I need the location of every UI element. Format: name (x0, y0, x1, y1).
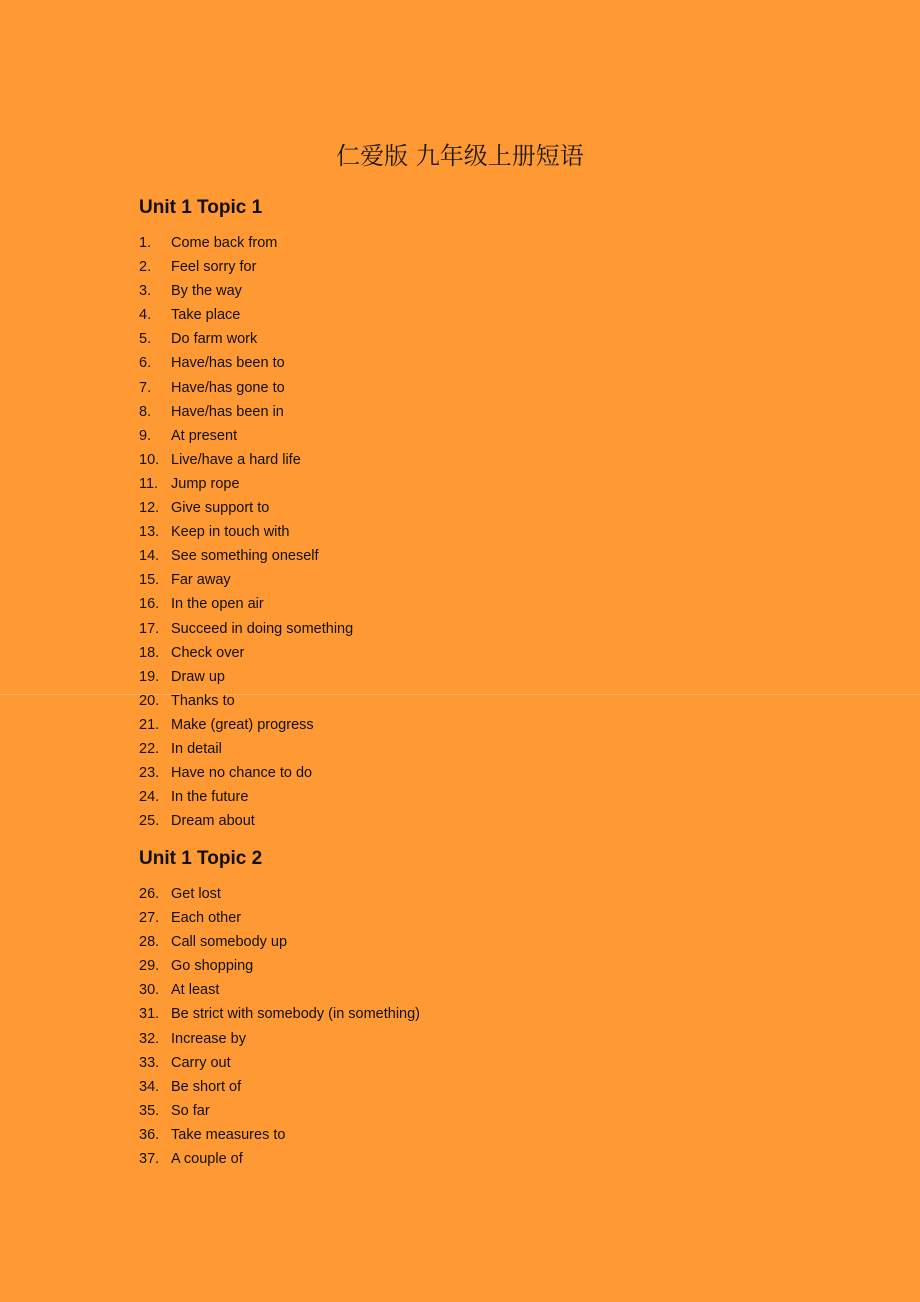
item-number: 2. (139, 259, 152, 276)
phrase-text: Succeed in doing something (171, 620, 354, 637)
item-number: 22. (139, 740, 160, 757)
item-number: 36. (139, 1126, 160, 1143)
list-item (139, 1027, 420, 1051)
item-number: 30. (139, 982, 160, 999)
item-number: 25. (139, 813, 160, 830)
list-item (139, 665, 353, 689)
document-title: 仁爱版 九年级上册短语 (336, 142, 584, 170)
section-heading: Unit 1 Topic 1 (139, 197, 263, 218)
item-number: 23. (139, 765, 160, 782)
item-number: 35. (139, 1102, 160, 1119)
list-item (139, 424, 353, 448)
item-number: 19. (139, 668, 160, 685)
list-item (139, 520, 353, 544)
phrase-text: Go shopping (171, 958, 254, 975)
page-divider (0, 694, 920, 695)
phrase-text: Carry out (171, 1054, 231, 1071)
list-item (139, 544, 353, 568)
phrase-text: In the future (171, 789, 249, 806)
phrase-text: Get lost (171, 886, 221, 902)
item-number: 24. (139, 789, 160, 806)
phrase-text: Keep in touch with (171, 524, 290, 541)
phrase-text: See something oneself (171, 548, 319, 565)
item-number: 26. (139, 886, 160, 902)
list-item (139, 351, 353, 375)
item-number: 16. (139, 596, 160, 613)
item-number: 12. (139, 500, 160, 517)
list-item (139, 255, 353, 279)
item-number: 9. (139, 427, 152, 444)
list-item (139, 1002, 420, 1026)
phrase-text: Take place (171, 307, 241, 324)
item-number: 5. (139, 331, 152, 348)
phrase-text: By the way (171, 283, 242, 300)
phrase-text: So far (171, 1102, 210, 1119)
item-number: 11. (139, 475, 159, 492)
item-number: 6. (139, 355, 152, 372)
item-number: 28. (139, 934, 160, 951)
item-number: 7. (139, 379, 152, 396)
item-number: 3. (139, 283, 152, 300)
item-number: 27. (139, 910, 160, 927)
phrase-text: At least (171, 982, 220, 999)
item-number: 1. (139, 235, 152, 251)
list-item (139, 906, 420, 930)
section-unit1-topic2 (139, 847, 420, 1171)
item-number: 10. (139, 451, 160, 468)
item-number: 33. (139, 1054, 160, 1071)
list-item (139, 1147, 420, 1171)
phrase-text: Be strict with somebody (in something) (171, 1006, 421, 1023)
section-unit1-topic1 (139, 196, 353, 833)
phrase-text: Come back from (171, 235, 278, 251)
phrase-text: At present (171, 427, 238, 444)
item-number: 14. (139, 548, 160, 565)
item-number: 29. (139, 958, 160, 975)
phrase-text: Dream about (171, 813, 255, 830)
phrase-text: Live/have a hard life (171, 451, 301, 468)
list-item (139, 376, 353, 400)
item-number: 8. (139, 403, 152, 420)
item-number: 31. (139, 1006, 160, 1023)
phrase-text: Each other (171, 910, 242, 927)
item-number: 32. (139, 1030, 160, 1047)
list-item (139, 641, 353, 665)
phrase-text: Have/has been to (171, 355, 285, 372)
item-number: 13. (139, 524, 160, 541)
list-item (139, 496, 353, 520)
list-item (139, 954, 420, 978)
item-number: 20. (139, 692, 160, 709)
item-number: 4. (139, 307, 152, 324)
list-item (139, 1099, 420, 1123)
item-number: 37. (139, 1151, 160, 1168)
list-item (139, 400, 353, 424)
list-item (139, 303, 353, 327)
phrase-text: Jump rope (171, 475, 240, 492)
phrase-text: Thanks to (171, 692, 235, 709)
list-item (139, 930, 420, 954)
list-item (139, 1051, 420, 1075)
phrase-text: Be short of (171, 1078, 242, 1095)
item-number: 34. (139, 1078, 160, 1095)
phrase-text: Give support to (171, 500, 270, 517)
list-item (139, 279, 353, 303)
phrase-text: Have no chance to do (171, 765, 313, 782)
phrase-text: A couple of (171, 1151, 243, 1168)
phrase-text: Check over (171, 644, 245, 661)
phrase-text: Draw up (171, 668, 225, 685)
list-item (139, 978, 420, 1002)
item-number: 15. (139, 572, 160, 589)
phrase-list (139, 231, 353, 833)
list-item (139, 592, 353, 616)
item-number: 21. (139, 716, 160, 733)
phrase-text: Call somebody up (171, 934, 288, 951)
phrase-text: In detail (171, 740, 222, 757)
phrase-text: Have/has gone to (171, 379, 285, 396)
list-item (139, 1075, 420, 1099)
list-item (139, 761, 353, 785)
list-item (139, 882, 420, 906)
list-item (139, 472, 353, 496)
phrase-list (139, 882, 420, 1171)
phrase-text: Increase by (171, 1030, 246, 1047)
phrase-text: Make (great) progress (171, 716, 314, 733)
list-item (139, 689, 353, 713)
list-item (139, 713, 353, 737)
section-heading: Unit 1 Topic 2 (139, 848, 263, 869)
phrase-text: Feel sorry for (171, 259, 257, 276)
list-item (139, 617, 353, 641)
phrase-text: Do farm work (171, 331, 258, 348)
item-number: 18. (139, 644, 160, 661)
list-item (139, 785, 353, 809)
item-number: 17. (139, 620, 160, 637)
list-item (139, 327, 353, 351)
list-item (139, 231, 353, 255)
list-item (139, 568, 353, 592)
phrase-text: Far away (171, 572, 231, 589)
list-item (139, 448, 353, 472)
phrase-text: Take measures to (171, 1126, 286, 1143)
phrase-text: In the open air (171, 596, 264, 613)
phrase-text: Have/has been in (171, 403, 284, 420)
list-item (139, 1123, 420, 1147)
list-item (139, 737, 353, 761)
list-item (139, 809, 353, 833)
